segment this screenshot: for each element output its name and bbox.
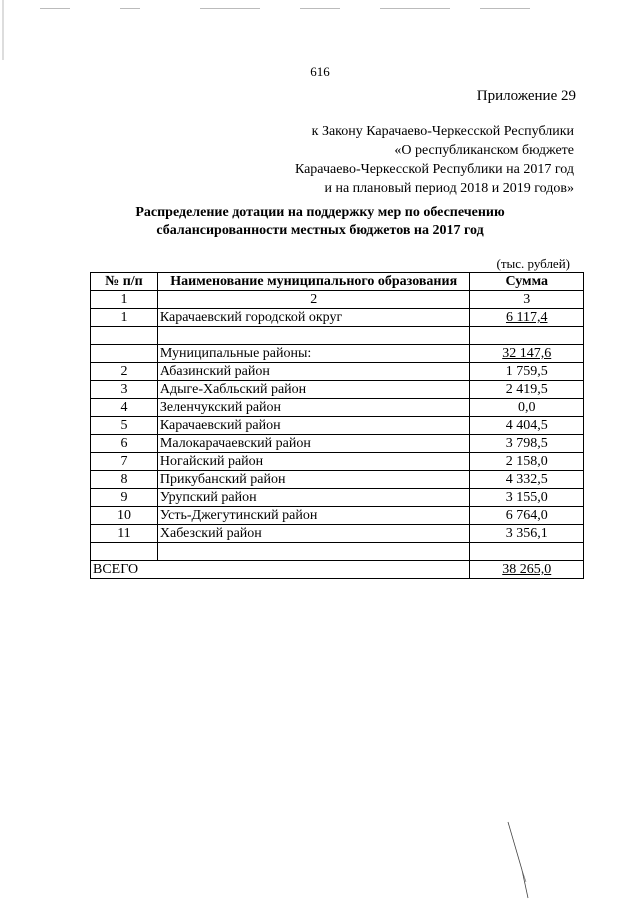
row-sum: 6 117,4 (470, 309, 584, 327)
row-name: Зеленчукский район (157, 399, 470, 417)
total-row (91, 561, 584, 579)
row-sum: 2 158,0 (470, 453, 584, 471)
row-name: Ногайский район (157, 453, 470, 471)
row-name: Урупский район (157, 489, 470, 507)
row-number: 8 (91, 471, 158, 489)
law-reference-line: к Закону Карачаево-Черкесской Республики (311, 124, 574, 139)
column-number-row (91, 291, 584, 309)
row-sum: 6 764,0 (470, 507, 584, 525)
row-sum: 3 798,5 (470, 435, 584, 453)
districts-subtotal-row (91, 345, 584, 363)
row-name: Усть-Джегутинский район (157, 507, 470, 525)
subsidy-table (90, 272, 584, 579)
districts-sum: 32 147,6 (470, 345, 584, 363)
appendix-label: Приложение 29 (476, 88, 576, 104)
table-row (91, 435, 584, 453)
table-row (91, 507, 584, 525)
law-reference-line: «О республиканском бюджете (394, 143, 574, 158)
row-name: Карачаевский городской округ (157, 309, 470, 327)
row-number: 3 (91, 381, 158, 399)
row-name: Абазинский район (157, 363, 470, 381)
document-title-line: сбалансированности местных бюджетов на 2017 год (156, 223, 484, 238)
column-number: 2 (157, 291, 470, 309)
row-number: 5 (91, 417, 158, 435)
row-sum: 2 419,5 (470, 381, 584, 399)
districts-label: Муниципальные районы: (157, 345, 470, 363)
row-sum: 3 155,0 (470, 489, 584, 507)
document-title-line: Распределение дотации на поддержку мер по обеспечению (135, 205, 505, 220)
law-reference (295, 122, 574, 198)
total-sum: 38 265,0 (470, 561, 584, 579)
table-row (91, 399, 584, 417)
row-name: Малокарачаевский район (157, 435, 470, 453)
row-sum: 0,0 (470, 399, 584, 417)
row-name: Адыге-Хабльский район (157, 381, 470, 399)
row-sum: 4 332,5 (470, 471, 584, 489)
row-sum: 4 404,5 (470, 417, 584, 435)
row-number: 4 (91, 399, 158, 417)
row-number: 11 (91, 525, 158, 543)
empty-row (91, 543, 584, 561)
table-row (91, 453, 584, 471)
row-number: 9 (91, 489, 158, 507)
table-row (91, 363, 584, 381)
pen-stroke-mark (500, 820, 540, 900)
table-row (91, 417, 584, 435)
law-reference-line: и на плановый период 2018 и 2019 годов» (324, 181, 574, 196)
total-label: ВСЕГО (91, 561, 470, 579)
row-name: Хабезский район (157, 525, 470, 543)
table-row (91, 381, 584, 399)
column-number: 3 (470, 291, 584, 309)
empty-row (91, 327, 584, 345)
city-row (91, 309, 584, 327)
row-number: 10 (91, 507, 158, 525)
table-row (91, 471, 584, 489)
column-number: 1 (91, 291, 158, 309)
row-number: 1 (91, 309, 158, 327)
row-sum: 1 759,5 (470, 363, 584, 381)
header-sum: Сумма (470, 273, 584, 291)
page-number: 616 (310, 64, 330, 79)
table-row (91, 525, 584, 543)
law-reference-line: Карачаево-Черкесской Республики на 2017 год (294, 162, 574, 177)
row-number: 6 (91, 435, 158, 453)
table-header-row (91, 273, 584, 291)
document-title (0, 204, 640, 240)
row-number: 2 (91, 363, 158, 381)
header-name: Наименование муниципального образования (157, 273, 470, 291)
scan-artifact-line (0, 8, 640, 10)
header-number: № п/п (91, 273, 158, 291)
table-row (91, 489, 584, 507)
row-name: Прикубанский район (157, 471, 470, 489)
row-sum: 3 356,1 (470, 525, 584, 543)
units-label: (тыс. рублей) (496, 256, 570, 271)
row-name: Карачаевский район (157, 417, 470, 435)
row-number: 7 (91, 453, 158, 471)
